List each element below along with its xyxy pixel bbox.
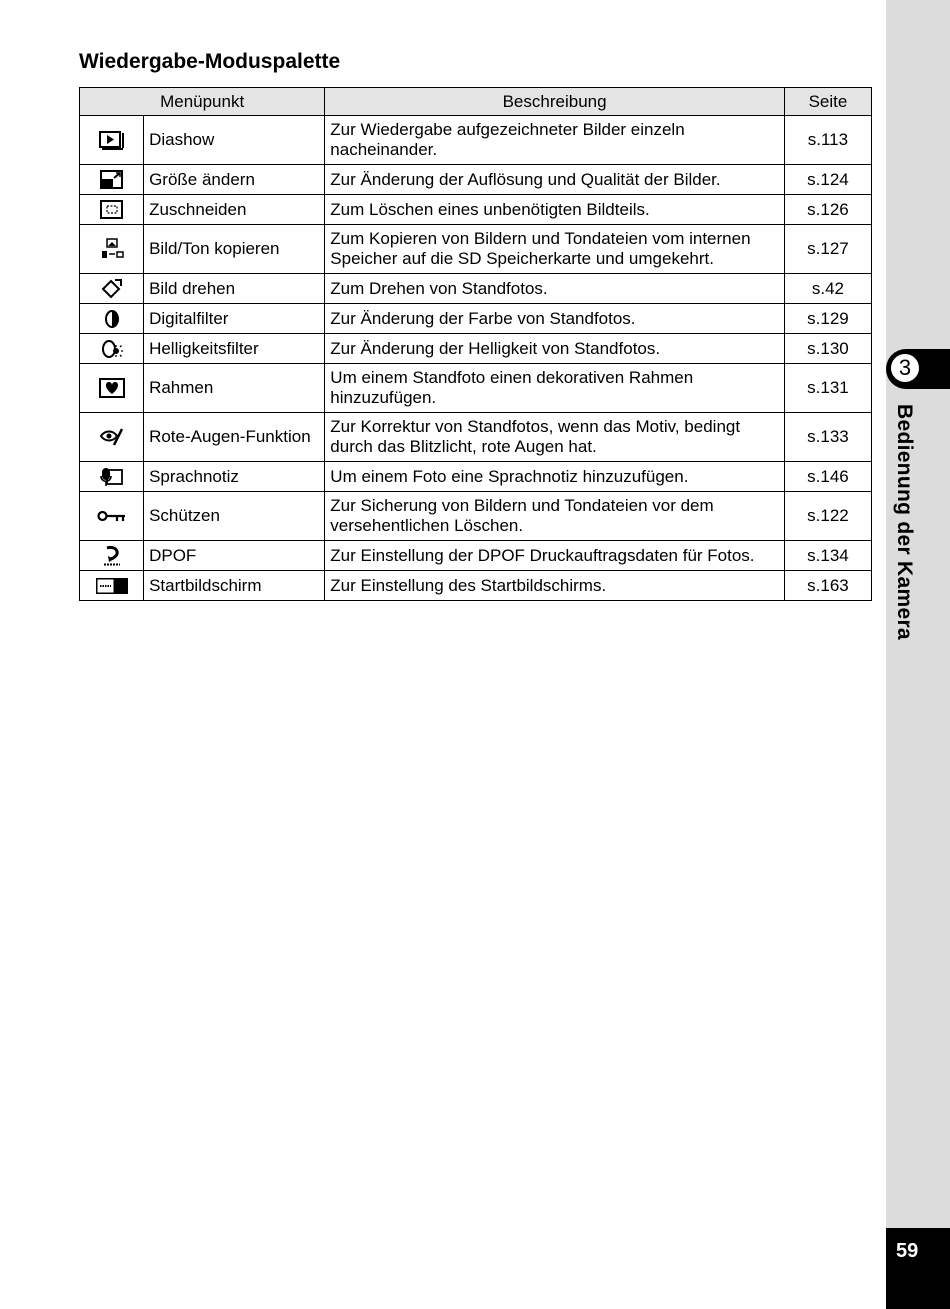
dpof-icon <box>80 541 144 571</box>
table-row <box>80 413 872 462</box>
red-eye-icon <box>80 413 144 462</box>
menu-item-page: s.126 <box>784 195 871 225</box>
menu-item-page: s.127 <box>784 225 871 274</box>
menu-item-name: Digitalfilter <box>144 304 325 334</box>
page-number: 59 <box>896 1240 919 1262</box>
menu-item-page: s.134 <box>784 541 871 571</box>
menu-item-description: Um einem Standfoto einen dekorativen Rahmen hinzuzufügen. <box>325 364 785 413</box>
header-description: Beschreibung <box>325 88 785 116</box>
table-row <box>80 116 872 165</box>
menu-item-name: DPOF <box>144 541 325 571</box>
menu-item-description: Zur Änderung der Farbe von Standfotos. <box>325 304 785 334</box>
header-menu: Menüpunkt <box>80 88 325 116</box>
menu-item-page: s.129 <box>784 304 871 334</box>
chapter-title: Bedienung der Kamera <box>893 404 916 640</box>
menu-item-description: Zum Kopieren von Bildern und Tondateien vom internen Speicher auf die SD Speicherkarte und umgekehrt. <box>325 225 785 274</box>
slideshow-icon <box>80 116 144 165</box>
table-row <box>80 195 872 225</box>
page-number-box <box>886 1228 950 1309</box>
menu-item-description: Zur Einstellung der DPOF Druckauftragsdaten für Fotos. <box>325 541 785 571</box>
menu-item-description: Zur Einstellung des Startbildschirms. <box>325 571 785 601</box>
menu-item-description: Zur Änderung der Helligkeit von Standfotos. <box>325 334 785 364</box>
menu-item-description: Zur Änderung der Auflösung und Qualität der Bilder. <box>325 165 785 195</box>
crop-icon <box>80 195 144 225</box>
menu-item-page: s.113 <box>784 116 871 165</box>
chapter-number: 3 <box>889 352 921 384</box>
menu-item-page: s.131 <box>784 364 871 413</box>
frame-icon <box>80 364 144 413</box>
menu-item-description: Zur Wiedergabe aufgezeichneter Bilder einzeln nacheinander. <box>325 116 785 165</box>
menu-item-description: Zum Drehen von Standfotos. <box>325 274 785 304</box>
menu-item-page: s.130 <box>784 334 871 364</box>
playback-mode-table <box>79 87 872 601</box>
menu-item-page: s.146 <box>784 462 871 492</box>
menu-item-page: s.163 <box>784 571 871 601</box>
menu-item-description: Zum Löschen eines unbenötigten Bildteils. <box>325 195 785 225</box>
menu-item-description: Um einem Foto eine Sprachnotiz hinzuzufügen. <box>325 462 785 492</box>
menu-item-name: Helligkeitsfilter <box>144 334 325 364</box>
menu-item-name: Zuschneiden <box>144 195 325 225</box>
menu-item-name: Rahmen <box>144 364 325 413</box>
table-row <box>80 571 872 601</box>
menu-item-description: Zur Korrektur von Standfotos, wenn das Motiv, bedingt durch das Blitzlicht, rote Augen hat. <box>325 413 785 462</box>
menu-item-name: Bild drehen <box>144 274 325 304</box>
chapter-sidebar <box>886 0 950 1309</box>
menu-item-name: Bild/Ton kopieren <box>144 225 325 274</box>
table-row <box>80 541 872 571</box>
menu-item-name: Rote-Augen-Funktion <box>144 413 325 462</box>
table-row <box>80 334 872 364</box>
startup-screen-icon <box>80 571 144 601</box>
table-header-row <box>80 88 872 116</box>
table-row <box>80 304 872 334</box>
copy-image-sound-icon <box>80 225 144 274</box>
menu-item-name: Schützen <box>144 492 325 541</box>
table-row <box>80 492 872 541</box>
digital-filter-icon <box>80 304 144 334</box>
menu-item-name: Sprachnotiz <box>144 462 325 492</box>
resize-icon <box>80 165 144 195</box>
table-row <box>80 225 872 274</box>
brightness-filter-icon <box>80 334 144 364</box>
table-row <box>80 165 872 195</box>
menu-item-page: s.122 <box>784 492 871 541</box>
menu-item-page: s.124 <box>784 165 871 195</box>
header-page: Seite <box>784 88 871 116</box>
menu-item-name: Größe ändern <box>144 165 325 195</box>
menu-item-page: s.42 <box>784 274 871 304</box>
protect-key-icon <box>80 492 144 541</box>
rotate-icon <box>80 274 144 304</box>
menu-item-name: Startbildschirm <box>144 571 325 601</box>
table-row <box>80 364 872 413</box>
section-title: Wiedergabe-Moduspalette <box>79 50 341 73</box>
table-row <box>80 462 872 492</box>
menu-item-name: Diashow <box>144 116 325 165</box>
menu-item-page: s.133 <box>784 413 871 462</box>
table-row <box>80 274 872 304</box>
menu-item-description: Zur Sicherung von Bildern und Tondateien vor dem versehentlichen Löschen. <box>325 492 785 541</box>
voice-memo-icon <box>80 462 144 492</box>
